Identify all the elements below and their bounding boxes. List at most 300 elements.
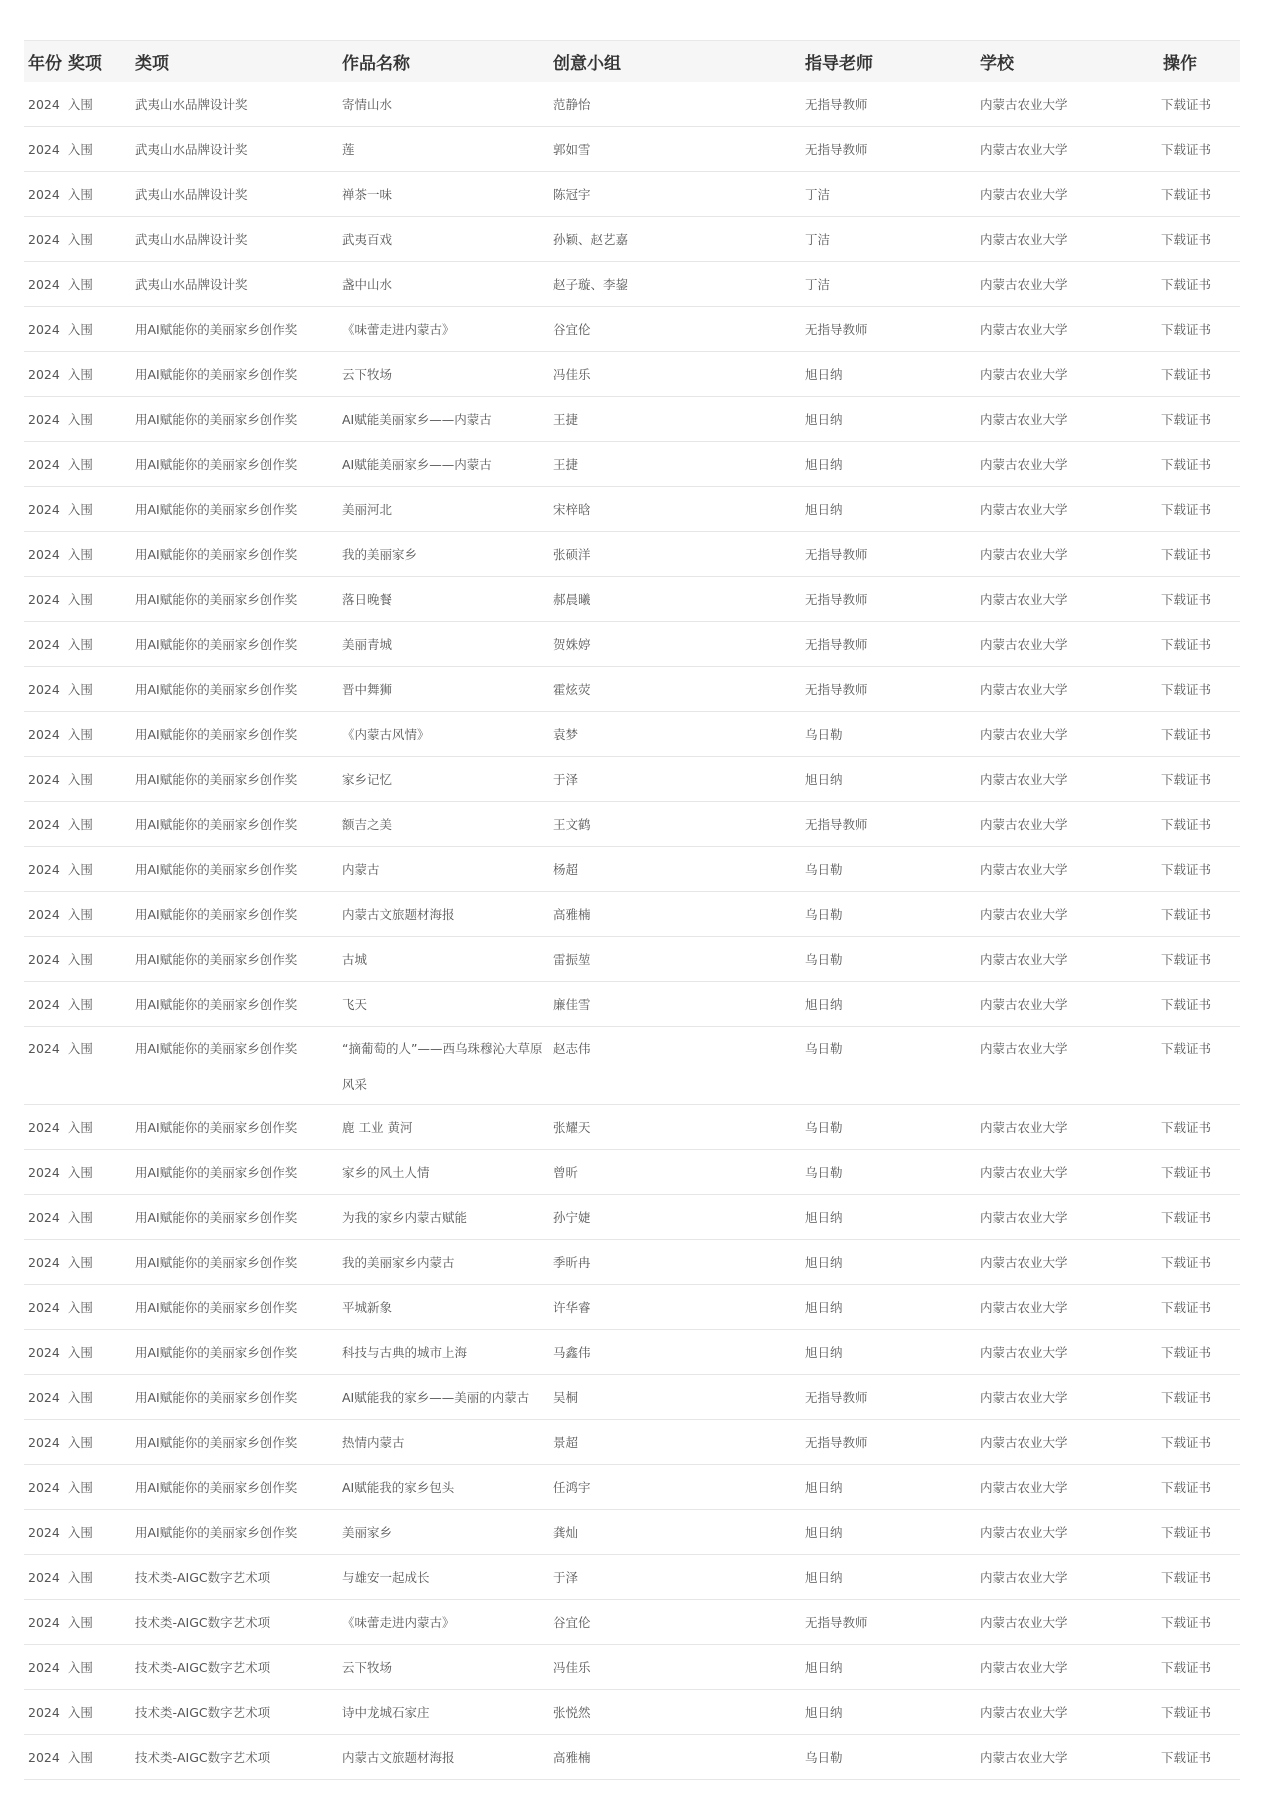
cell-school-text: 内蒙古农业大学 <box>980 1750 1068 1765</box>
cell-team-text: 高雅楠 <box>553 1750 591 1765</box>
table-row <box>24 82 1240 127</box>
cell-school <box>976 667 1137 712</box>
year-text: 2024 <box>28 96 60 112</box>
cell-category <box>131 487 338 532</box>
cell-year-award <box>24 1690 131 1735</box>
cell-year-award <box>24 532 131 577</box>
download-certificate-link[interactable]: 下载证书 <box>1161 96 1212 112</box>
year-text: 2024 <box>28 142 60 157</box>
year-text: 2024 <box>28 1615 60 1630</box>
download-certificate-link[interactable]: 下载证书 <box>1161 1345 1212 1360</box>
award-text: 入围 <box>67 142 93 157</box>
cell-action <box>1137 757 1240 802</box>
cell-team-text: 赵子璇、李鋆 <box>553 277 629 292</box>
cell-category <box>131 1027 338 1105</box>
cell-category <box>131 172 338 217</box>
cell-work-text: 科技与古典的城市上海 <box>342 1345 468 1360</box>
cell-year-award <box>24 1195 131 1240</box>
cell-school <box>976 982 1137 1027</box>
download-certificate-link[interactable]: 下载证书 <box>1161 1435 1212 1450</box>
results-table-container <box>24 40 1240 1780</box>
cell-team <box>549 127 801 172</box>
cell-category-text: 用AI赋能你的美丽家乡创作奖 <box>135 1041 298 1056</box>
award-text: 入围 <box>67 727 93 742</box>
cell-category-text: 用AI赋能你的美丽家乡创作奖 <box>135 1300 298 1315</box>
year-text: 2024 <box>28 997 60 1012</box>
download-certificate-link[interactable]: 下载证书 <box>1161 1525 1212 1540</box>
cell-team <box>549 937 801 982</box>
cell-teacher <box>801 1375 976 1420</box>
table-row <box>24 1330 1240 1375</box>
download-certificate-link[interactable]: 下载证书 <box>1161 142 1212 157</box>
cell-year-award <box>24 982 131 1027</box>
cell-category <box>131 712 338 757</box>
cell-work-text: AI赋能美丽家乡——内蒙古 <box>342 457 492 472</box>
table-row <box>24 1240 1240 1285</box>
cell-teacher <box>801 487 976 532</box>
download-certificate-link[interactable]: 下载证书 <box>1161 1390 1212 1405</box>
cell-work-text: AI赋能美丽家乡——内蒙古 <box>342 412 492 427</box>
cell-work <box>338 1735 549 1780</box>
cell-work <box>338 1027 549 1105</box>
table-row <box>24 1510 1240 1555</box>
cell-category-text: 用AI赋能你的美丽家乡创作奖 <box>135 1120 298 1135</box>
award-text: 入围 <box>67 1480 93 1495</box>
cell-school-text: 内蒙古农业大学 <box>980 1615 1068 1630</box>
cell-team <box>549 847 801 892</box>
cell-school <box>976 1150 1137 1195</box>
cell-category <box>131 847 338 892</box>
cell-school-text: 内蒙古农业大学 <box>980 1390 1068 1405</box>
cell-work <box>338 937 549 982</box>
cell-school <box>976 1285 1137 1330</box>
download-certificate-link[interactable]: 下载证书 <box>1161 1300 1212 1315</box>
table-row <box>24 1105 1240 1150</box>
download-certificate-link[interactable]: 下载证书 <box>1161 997 1212 1012</box>
cell-action <box>1137 307 1240 352</box>
cell-work-text: 内蒙古文旅题材海报 <box>342 1750 455 1765</box>
cell-year-award <box>24 622 131 667</box>
table-row <box>24 1555 1240 1600</box>
table-row <box>24 577 1240 622</box>
cell-teacher-text: 旭日纳 <box>805 1345 843 1360</box>
cell-team-text: 冯佳乐 <box>553 1660 591 1675</box>
cell-school <box>976 1645 1137 1690</box>
cell-year-award <box>24 1330 131 1375</box>
award-text: 入围 <box>67 1165 93 1180</box>
download-certificate-link[interactable]: 下载证书 <box>1161 1615 1212 1630</box>
cell-action <box>1137 892 1240 937</box>
cell-category <box>131 1195 338 1240</box>
download-certificate-link[interactable]: 下载证书 <box>1161 1570 1212 1585</box>
download-certificate-link[interactable]: 下载证书 <box>1161 502 1212 517</box>
cell-team-text: 孙颖、赵艺嘉 <box>553 232 629 247</box>
cell-category <box>131 352 338 397</box>
cell-teacher-text: 乌日勒 <box>805 1165 843 1180</box>
cell-teacher-text: 乌日勒 <box>805 1041 843 1056</box>
cell-school-text: 内蒙古农业大学 <box>980 1041 1068 1056</box>
award-text: 入围 <box>67 637 93 652</box>
cell-action <box>1137 802 1240 847</box>
cell-teacher-text: 丁洁 <box>805 232 831 247</box>
cell-action <box>1137 1690 1240 1735</box>
download-certificate-link[interactable]: 下载证书 <box>1161 952 1212 967</box>
cell-school-text: 内蒙古农业大学 <box>980 1120 1068 1135</box>
cell-teacher <box>801 1105 976 1150</box>
cell-category <box>131 1330 338 1375</box>
cell-action <box>1137 1600 1240 1645</box>
cell-teacher <box>801 1027 976 1105</box>
cell-teacher <box>801 172 976 217</box>
year-text: 2024 <box>28 817 60 832</box>
cell-year-award <box>24 1240 131 1285</box>
cell-school <box>976 622 1137 667</box>
cell-work-text: 为我的家乡内蒙古赋能 <box>342 1210 468 1225</box>
award-text: 入围 <box>67 1615 93 1630</box>
cell-work-text: 飞天 <box>342 997 368 1012</box>
cell-school <box>976 1027 1137 1105</box>
cell-category <box>131 262 338 307</box>
cell-year-award <box>24 442 131 487</box>
cell-work <box>338 397 549 442</box>
cell-year-award <box>24 82 131 127</box>
cell-team-text: 张悦然 <box>553 1705 591 1720</box>
cell-team-text: 季昕冉 <box>553 1255 591 1270</box>
cell-team <box>549 667 801 712</box>
cell-school-text: 内蒙古农业大学 <box>980 142 1068 157</box>
cell-action <box>1137 1555 1240 1600</box>
award-text: 入围 <box>67 1041 93 1056</box>
cell-action <box>1137 1027 1240 1105</box>
cell-teacher-text: 无指导教师 <box>805 1615 868 1630</box>
cell-school-text: 内蒙古农业大学 <box>980 1165 1068 1180</box>
cell-work-text: 《内蒙古风情》 <box>342 727 430 742</box>
cell-year-award <box>24 352 131 397</box>
cell-category-text: 用AI赋能你的美丽家乡创作奖 <box>135 1390 298 1405</box>
cell-school-text: 内蒙古农业大学 <box>980 187 1068 202</box>
cell-category <box>131 1375 338 1420</box>
cell-team <box>549 1150 801 1195</box>
cell-work-text: 古城 <box>342 952 368 967</box>
cell-category <box>131 127 338 172</box>
cell-school <box>976 847 1137 892</box>
cell-team <box>549 532 801 577</box>
cell-year-award <box>24 757 131 802</box>
cell-category <box>131 1240 338 1285</box>
cell-action <box>1137 172 1240 217</box>
download-certificate-link[interactable]: 下载证书 <box>1161 862 1212 877</box>
cell-work <box>338 802 549 847</box>
cell-school-text: 内蒙古农业大学 <box>980 1480 1068 1495</box>
cell-teacher-text: 乌日勒 <box>805 952 843 967</box>
cell-work <box>338 1285 549 1330</box>
cell-category-text: 用AI赋能你的美丽家乡创作奖 <box>135 1165 298 1180</box>
table-row <box>24 262 1240 307</box>
cell-teacher-text: 无指导教师 <box>805 322 868 337</box>
cell-work-text: 内蒙古文旅题材海报 <box>342 907 455 922</box>
cell-work <box>338 1555 549 1600</box>
cell-year-award <box>24 667 131 712</box>
cell-work-text: 家乡记忆 <box>342 772 393 787</box>
download-certificate-link[interactable]: 下载证书 <box>1161 727 1212 742</box>
table-row <box>24 487 1240 532</box>
download-certificate-link[interactable]: 下载证书 <box>1161 1255 1212 1270</box>
cell-category-text: 用AI赋能你的美丽家乡创作奖 <box>135 862 298 877</box>
cell-team-text: 赵志伟 <box>553 1041 591 1056</box>
award-text: 入围 <box>67 997 93 1012</box>
cell-category <box>131 1735 338 1780</box>
cell-action <box>1137 847 1240 892</box>
cell-teacher <box>801 892 976 937</box>
download-certificate-link[interactable]: 下载证书 <box>1161 367 1212 382</box>
download-certificate-link[interactable]: 下载证书 <box>1161 1480 1212 1495</box>
cell-school-text: 内蒙古农业大学 <box>980 862 1068 877</box>
cell-teacher-text: 旭日纳 <box>805 1660 843 1675</box>
cell-action <box>1137 352 1240 397</box>
year-text: 2024 <box>28 502 60 517</box>
year-text: 2024 <box>28 1345 60 1360</box>
cell-teacher <box>801 1555 976 1600</box>
cell-team <box>549 1330 801 1375</box>
cell-year-award <box>24 1600 131 1645</box>
cell-work-text: 内蒙古 <box>342 862 380 877</box>
cell-category-text: 武夷山水品牌设计奖 <box>135 142 248 157</box>
cell-work-text: 寄情山水 <box>342 96 393 112</box>
cell-work-text: 云下牧场 <box>342 367 393 382</box>
cell-school <box>976 757 1137 802</box>
download-certificate-link[interactable]: 下载证书 <box>1161 817 1212 832</box>
cell-category <box>131 1690 338 1735</box>
cell-school <box>976 1465 1137 1510</box>
cell-category-text: 用AI赋能你的美丽家乡创作奖 <box>135 817 298 832</box>
download-certificate-link[interactable]: 下载证书 <box>1161 322 1212 337</box>
cell-teacher <box>801 577 976 622</box>
download-certificate-link[interactable]: 下载证书 <box>1161 772 1212 787</box>
cell-teacher <box>801 802 976 847</box>
download-certificate-link[interactable]: 下载证书 <box>1161 907 1212 922</box>
cell-school-text: 内蒙古农业大学 <box>980 232 1068 247</box>
download-certificate-link[interactable]: 下载证书 <box>1161 1750 1212 1765</box>
cell-teacher-text: 旭日纳 <box>805 1300 843 1315</box>
cell-year-award <box>24 1150 131 1195</box>
year-text: 2024 <box>28 592 60 607</box>
cell-category-text: 用AI赋能你的美丽家乡创作奖 <box>135 637 298 652</box>
cell-teacher-text: 旭日纳 <box>805 1480 843 1495</box>
header-category: 类项 <box>135 53 169 74</box>
cell-teacher-text: 乌日勒 <box>805 1120 843 1135</box>
download-certificate-link[interactable]: 下载证书 <box>1161 1660 1212 1675</box>
cell-category <box>131 532 338 577</box>
cell-action <box>1137 937 1240 982</box>
table-row <box>24 1690 1240 1735</box>
table-row <box>24 217 1240 262</box>
cell-work-text: AI赋能我的家乡——美丽的内蒙古 <box>342 1390 530 1405</box>
cell-team-text: 张耀天 <box>553 1120 591 1135</box>
cell-school-text: 内蒙古农业大学 <box>980 1210 1068 1225</box>
cell-action <box>1137 1420 1240 1465</box>
cell-work <box>338 262 549 307</box>
cell-category <box>131 1555 338 1600</box>
download-certificate-link[interactable]: 下载证书 <box>1161 1165 1212 1180</box>
cell-team <box>549 1375 801 1420</box>
cell-team <box>549 1510 801 1555</box>
cell-category <box>131 937 338 982</box>
cell-work-text: 与雄安一起成长 <box>342 1570 430 1585</box>
download-certificate-link[interactable]: 下载证书 <box>1161 457 1212 472</box>
cell-team <box>549 307 801 352</box>
cell-teacher <box>801 1600 976 1645</box>
year-text: 2024 <box>28 412 60 427</box>
year-text: 2024 <box>28 1041 60 1056</box>
cell-teacher <box>801 1240 976 1285</box>
year-text: 2024 <box>28 457 60 472</box>
table-row <box>24 1375 1240 1420</box>
year-text: 2024 <box>28 277 60 292</box>
cell-school-text: 内蒙古农业大学 <box>980 1255 1068 1270</box>
download-certificate-link[interactable]: 下载证书 <box>1161 1705 1212 1720</box>
cell-team <box>549 487 801 532</box>
table-row <box>24 352 1240 397</box>
cell-team <box>549 1690 801 1735</box>
download-certificate-link[interactable]: 下载证书 <box>1161 277 1212 292</box>
cell-action <box>1137 982 1240 1027</box>
cell-category-text: 用AI赋能你的美丽家乡创作奖 <box>135 997 298 1012</box>
cell-teacher <box>801 1465 976 1510</box>
cell-teacher <box>801 1150 976 1195</box>
cell-year-award <box>24 397 131 442</box>
cell-year-award <box>24 577 131 622</box>
cell-year-award <box>24 712 131 757</box>
cell-teacher-text: 丁洁 <box>805 187 831 202</box>
download-certificate-link[interactable]: 下载证书 <box>1161 1120 1212 1135</box>
cell-school <box>976 82 1137 127</box>
cell-team-text: 王捷 <box>553 412 579 427</box>
cell-year-award <box>24 1465 131 1510</box>
cell-work <box>338 1375 549 1420</box>
cell-category <box>131 892 338 937</box>
cell-teacher <box>801 397 976 442</box>
award-text: 入围 <box>67 1570 93 1585</box>
cell-category <box>131 1285 338 1330</box>
download-certificate-link[interactable]: 下载证书 <box>1161 637 1212 652</box>
cell-teacher <box>801 1510 976 1555</box>
cell-teacher-text: 无指导教师 <box>805 142 868 157</box>
table-row <box>24 1420 1240 1465</box>
cell-year-award <box>24 1285 131 1330</box>
cell-teacher-text: 旭日纳 <box>805 997 843 1012</box>
cell-category-text: 用AI赋能你的美丽家乡创作奖 <box>135 1480 298 1495</box>
cell-category-text: 用AI赋能你的美丽家乡创作奖 <box>135 727 298 742</box>
cell-year-award <box>24 847 131 892</box>
header-year-award: 年份 奖项 <box>28 53 102 74</box>
cell-team-text: 任鸿宇 <box>553 1480 591 1495</box>
cell-team <box>549 577 801 622</box>
table-row <box>24 397 1240 442</box>
header-school: 学校 <box>980 53 1014 74</box>
cell-team-text: 宋梓晗 <box>553 502 591 517</box>
download-certificate-link[interactable]: 下载证书 <box>1161 1041 1212 1056</box>
cell-action <box>1137 532 1240 577</box>
cell-team <box>549 442 801 487</box>
cell-teacher-text: 无指导教师 <box>805 547 868 562</box>
cell-teacher-text: 无指导教师 <box>805 1435 868 1450</box>
download-certificate-link[interactable]: 下载证书 <box>1161 547 1212 562</box>
cell-teacher <box>801 262 976 307</box>
year-text: 2024 <box>28 1525 60 1540</box>
table-row <box>24 1195 1240 1240</box>
cell-teacher <box>801 1330 976 1375</box>
cell-work-text: 美丽家乡 <box>342 1525 393 1540</box>
cell-category-text: 武夷山水品牌设计奖 <box>135 187 248 202</box>
cell-category <box>131 442 338 487</box>
cell-category-text: 技术类-AIGC数字艺术项 <box>135 1570 271 1585</box>
download-certificate-link[interactable]: 下载证书 <box>1161 682 1212 697</box>
cell-school-text: 内蒙古农业大学 <box>980 637 1068 652</box>
table-row <box>24 307 1240 352</box>
year-text: 2024 <box>28 232 60 247</box>
download-certificate-link[interactable]: 下载证书 <box>1161 232 1212 247</box>
cell-team-text: 杨超 <box>553 862 579 877</box>
cell-teacher <box>801 1645 976 1690</box>
cell-action <box>1137 1150 1240 1195</box>
cell-year-award <box>24 1105 131 1150</box>
cell-teacher <box>801 307 976 352</box>
cell-teacher <box>801 1690 976 1735</box>
cell-teacher-text: 无指导教师 <box>805 817 868 832</box>
cell-school <box>976 1105 1137 1150</box>
cell-teacher-text: 乌日勒 <box>805 1750 843 1765</box>
cell-category-text: 用AI赋能你的美丽家乡创作奖 <box>135 952 298 967</box>
cell-year-award <box>24 1375 131 1420</box>
cell-category <box>131 307 338 352</box>
cell-school <box>976 217 1137 262</box>
download-certificate-link[interactable]: 下载证书 <box>1161 592 1212 607</box>
download-certificate-link[interactable]: 下载证书 <box>1161 412 1212 427</box>
cell-work-text: 云下牧场 <box>342 1660 393 1675</box>
cell-category <box>131 1510 338 1555</box>
cell-action <box>1137 1735 1240 1780</box>
cell-school-text: 内蒙古农业大学 <box>980 367 1068 382</box>
table-row <box>24 1027 1240 1105</box>
award-text: 入围 <box>67 1345 93 1360</box>
cell-category-text: 技术类-AIGC数字艺术项 <box>135 1750 271 1765</box>
cell-work-text: 莲 <box>342 142 355 157</box>
cell-teacher-text: 旭日纳 <box>805 457 843 472</box>
cell-school-text: 内蒙古农业大学 <box>980 952 1068 967</box>
cell-team-text: 曾昕 <box>553 1165 579 1180</box>
cell-work-text: 落日晚餐 <box>342 592 393 607</box>
download-certificate-link[interactable]: 下载证书 <box>1161 187 1212 202</box>
cell-work <box>338 892 549 937</box>
cell-teacher-text: 无指导教师 <box>805 592 868 607</box>
cell-teacher <box>801 1420 976 1465</box>
year-text: 2024 <box>28 1300 60 1315</box>
cell-school-text: 内蒙古农业大学 <box>980 277 1068 292</box>
cell-work-text: 武夷百戏 <box>342 232 393 247</box>
cell-work <box>338 532 549 577</box>
cell-year-award <box>24 1735 131 1780</box>
cell-team <box>549 352 801 397</box>
year-text: 2024 <box>28 1390 60 1405</box>
table-row <box>24 127 1240 172</box>
cell-teacher <box>801 757 976 802</box>
cell-school-text: 内蒙古农业大学 <box>980 547 1068 562</box>
table-row <box>24 172 1240 217</box>
download-certificate-link[interactable]: 下载证书 <box>1161 1210 1212 1225</box>
cell-category-text: 用AI赋能你的美丽家乡创作奖 <box>135 457 298 472</box>
cell-category-text: 武夷山水品牌设计奖 <box>135 96 248 112</box>
year-text: 2024 <box>28 1660 60 1675</box>
